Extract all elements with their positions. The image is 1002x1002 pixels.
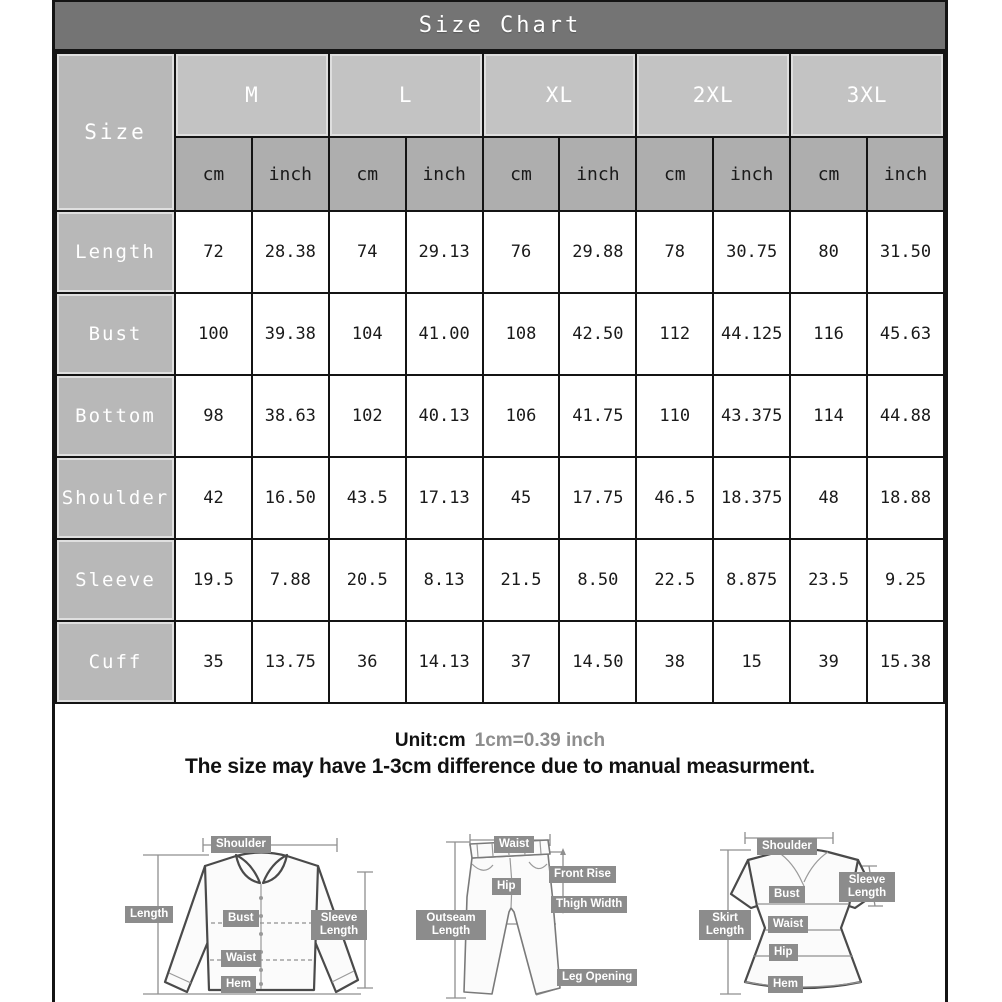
cell: 112 — [636, 293, 713, 375]
size-header-2xl: 2XL — [636, 53, 790, 137]
cell: 7.88 — [252, 539, 329, 621]
conversion-note: 1cm=0.39 inch — [474, 730, 606, 751]
cell: 110 — [636, 375, 713, 457]
pants-front-rise-label: Front Rise — [549, 866, 616, 883]
cell: 43.375 — [713, 375, 790, 457]
cell: 114 — [790, 375, 867, 457]
cell: 17.75 — [559, 457, 636, 539]
cell: 15.38 — [867, 621, 944, 703]
pants-leg-opening-label: Leg Opening — [557, 969, 637, 986]
pants-measurement-diagram — [408, 822, 678, 1002]
pants-thigh-width-label: Thigh Width — [551, 896, 627, 913]
cell: 40.13 — [406, 375, 483, 457]
row-label: Bottom — [56, 375, 175, 457]
cell: 116 — [790, 293, 867, 375]
cell: 45.63 — [867, 293, 944, 375]
measurement-diagrams — [55, 822, 951, 1002]
shirt-shoulder-label: Shoulder — [211, 836, 271, 853]
cell: 48 — [790, 457, 867, 539]
shirt-sleeve-length-label: Sleeve Length — [311, 910, 367, 940]
shirt-waist-label: Waist — [221, 950, 261, 967]
cell: 29.13 — [406, 211, 483, 293]
dress-measurement-diagram — [693, 822, 953, 1002]
dress-sleeve-length-label: Sleeve Length — [839, 872, 895, 902]
cell: 39 — [790, 621, 867, 703]
cell: 13.75 — [252, 621, 329, 703]
cell: 38.63 — [252, 375, 329, 457]
cell: 104 — [329, 293, 406, 375]
size-header-l: L — [329, 53, 483, 137]
unit-header-inch: inch — [867, 137, 944, 211]
cell: 18.88 — [867, 457, 944, 539]
notes-section — [55, 704, 945, 779]
cell: 36 — [329, 621, 406, 703]
table-row-length — [56, 211, 944, 293]
cell: 22.5 — [636, 539, 713, 621]
unit-header-cm: cm — [636, 137, 713, 211]
unit-header-cm: cm — [790, 137, 867, 211]
measurement-disclaimer: The size may have 1-3cm difference due to manual measurment. — [185, 755, 815, 778]
cell: 28.38 — [252, 211, 329, 293]
pants-outseam-length-label: Outseam Length — [416, 910, 486, 940]
dress-hip-label: Hip — [769, 944, 798, 961]
row-label: Bust — [56, 293, 175, 375]
cell: 106 — [483, 375, 560, 457]
unit-header-inch: inch — [713, 137, 790, 211]
unit-header-cm: cm — [329, 137, 406, 211]
unit-header-row — [56, 137, 944, 211]
cell: 16.50 — [252, 457, 329, 539]
table-row-bottom — [56, 375, 944, 457]
size-header-xl: XL — [483, 53, 637, 137]
size-header-m: M — [175, 53, 329, 137]
cell: 39.38 — [252, 293, 329, 375]
row-label: Cuff — [56, 621, 175, 703]
cell: 30.75 — [713, 211, 790, 293]
dress-hem-label: Hem — [768, 976, 803, 993]
size-chart-panel — [52, 0, 948, 1002]
cell: 31.50 — [867, 211, 944, 293]
cell: 9.25 — [867, 539, 944, 621]
cell: 102 — [329, 375, 406, 457]
cell: 42 — [175, 457, 252, 539]
dress-skirt-length-label: Skirt Length — [699, 910, 751, 940]
cell: 80 — [790, 211, 867, 293]
cell: 21.5 — [483, 539, 560, 621]
cell: 42.50 — [559, 293, 636, 375]
cell: 29.88 — [559, 211, 636, 293]
unit-header-cm: cm — [175, 137, 252, 211]
row-label: Sleeve — [56, 539, 175, 621]
cell: 100 — [175, 293, 252, 375]
cell: 43.5 — [329, 457, 406, 539]
cell: 45 — [483, 457, 560, 539]
cell: 78 — [636, 211, 713, 293]
cell: 37 — [483, 621, 560, 703]
cell: 14.13 — [406, 621, 483, 703]
shirt-hem-label: Hem — [221, 976, 256, 993]
unit-header-cm: cm — [483, 137, 560, 211]
cell: 8.875 — [713, 539, 790, 621]
cell: 44.88 — [867, 375, 944, 457]
cell: 41.75 — [559, 375, 636, 457]
table-row-sleeve — [56, 539, 944, 621]
table-row-cuff — [56, 621, 944, 703]
size-corner-header: Size — [56, 53, 175, 211]
row-label: Shoulder — [56, 457, 175, 539]
cell: 18.375 — [713, 457, 790, 539]
cell: 35 — [175, 621, 252, 703]
cell: 46.5 — [636, 457, 713, 539]
cell: 17.13 — [406, 457, 483, 539]
size-header-3xl: 3XL — [790, 53, 944, 137]
dress-waist-label: Waist — [768, 916, 808, 933]
cell: 41.00 — [406, 293, 483, 375]
size-header-row — [56, 53, 944, 137]
cell: 38 — [636, 621, 713, 703]
unit-header-inch: inch — [406, 137, 483, 211]
cell: 14.50 — [559, 621, 636, 703]
cell: 23.5 — [790, 539, 867, 621]
cell: 44.125 — [713, 293, 790, 375]
row-label: Length — [56, 211, 175, 293]
cell: 19.5 — [175, 539, 252, 621]
dress-bust-label: Bust — [769, 886, 805, 903]
unit-header-inch: inch — [252, 137, 329, 211]
unit-note — [55, 730, 945, 752]
cell: 20.5 — [329, 539, 406, 621]
cell: 74 — [329, 211, 406, 293]
cell: 8.50 — [559, 539, 636, 621]
table-row-bust — [56, 293, 944, 375]
cell: 15 — [713, 621, 790, 703]
cell: 72 — [175, 211, 252, 293]
pants-hip-label: Hip — [492, 878, 521, 895]
shirt-bust-label: Bust — [223, 910, 259, 927]
shirt-length-label: Length — [125, 906, 173, 923]
cell: 108 — [483, 293, 560, 375]
size-chart-table — [55, 52, 945, 704]
pants-waist-label: Waist — [494, 836, 534, 853]
page-title: Size Chart — [55, 2, 945, 52]
table-row-shoulder — [56, 457, 944, 539]
cell: 8.13 — [406, 539, 483, 621]
cell: 76 — [483, 211, 560, 293]
unit-label: Unit:cm — [394, 730, 466, 751]
shirt-measurement-diagram — [113, 822, 403, 1002]
unit-header-inch: inch — [559, 137, 636, 211]
dress-shoulder-label: Shoulder — [757, 838, 817, 855]
cell: 98 — [175, 375, 252, 457]
